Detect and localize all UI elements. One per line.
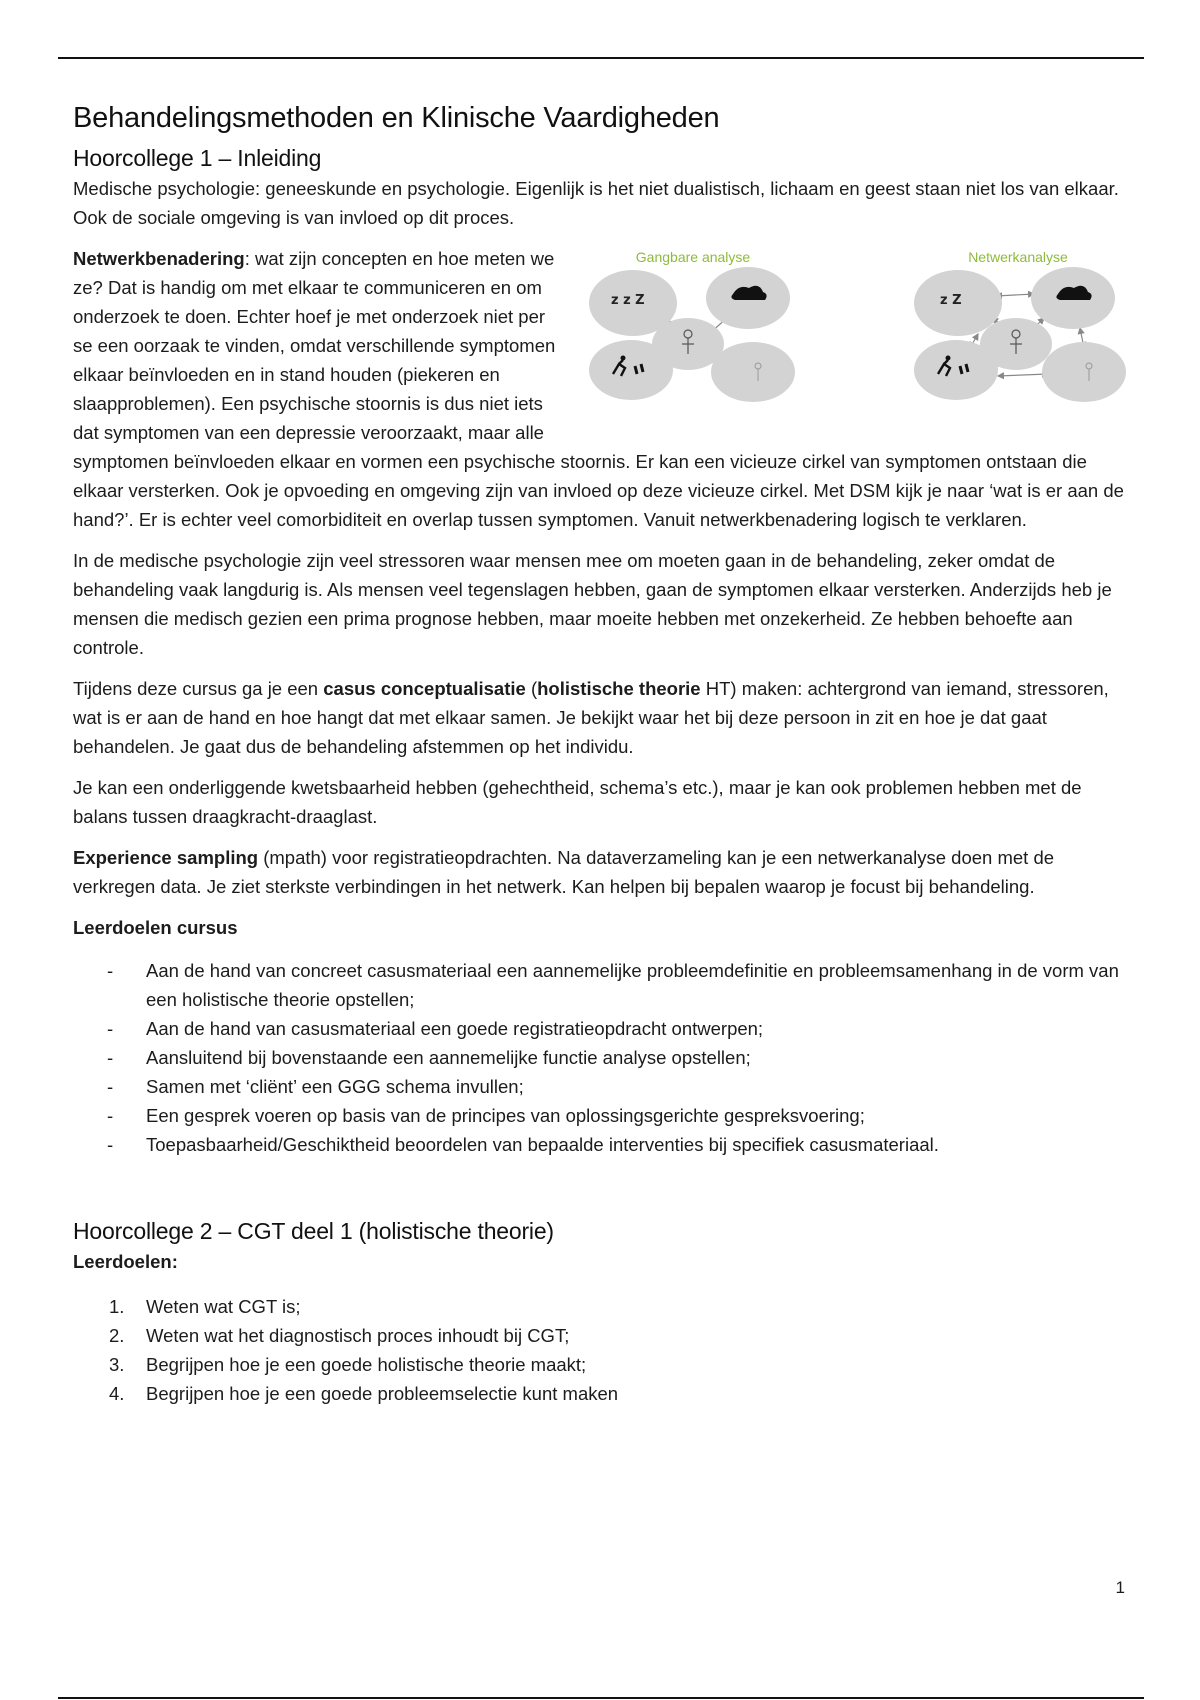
goal-text: Aansluitend bij bovenstaande een aannemelijke functie analyse opstellen;: [146, 1047, 751, 1068]
list-number: 4.: [109, 1383, 125, 1404]
paragraph-casus: [73, 674, 1128, 761]
list-item: [73, 1350, 1128, 1379]
list-item: [73, 1130, 1128, 1159]
section2-subheading-text: Leerdoelen:: [73, 1251, 178, 1272]
node-lichaam: [711, 342, 795, 402]
document-title: Behandelingsmethoden en Klinische Vaardigheden: [73, 102, 720, 134]
netwerk-block: [73, 244, 1128, 534]
term-holistische-theorie: holistische theorie: [537, 678, 701, 699]
bullet-marker: -: [107, 960, 114, 981]
list-item: [73, 1379, 1128, 1408]
term-casus-conceptualisatie: casus conceptualisatie: [323, 678, 526, 699]
goal-text: Aan de hand van casusmateriaal een goede registratieopdracht ontwerpen;: [146, 1018, 764, 1039]
casus-text-c: (: [525, 678, 538, 699]
leerdoel-text: Begrijpen hoe je een goede holistische theorie maakt;: [146, 1354, 587, 1375]
list-number: 3.: [109, 1354, 125, 1375]
bullet-marker: -: [107, 1047, 114, 1068]
goal-text: Een gesprek voeren op basis van de principes van oplossingsgerichte gespreksvoering;: [146, 1105, 865, 1126]
goals-list: [73, 956, 1128, 1159]
term-experience-sampling: Experience sampling: [73, 847, 259, 868]
list-item: [73, 956, 1128, 1014]
list-item: [73, 1043, 1128, 1072]
footer-rule: [58, 1697, 1144, 1699]
list-item: [73, 1321, 1128, 1350]
experience-sampling-text: (mpath) voor registratieopdrachten. Na dataverzameling kan je een netwerkanalyse doen met de verkregen data. Je ziet sterkste verbindingen in het netwerk. Kan helpen bij bepalen waarop je focust bij behandeling.: [73, 847, 1055, 897]
paragraph-experience-sampling: [73, 843, 1128, 901]
list-item: [73, 1101, 1128, 1130]
bullet-marker: -: [107, 1076, 114, 1097]
list-item: [73, 1014, 1128, 1043]
netwerkanalyse-diagram: [914, 267, 1126, 402]
paragraph-medische-psychologie: Medische psychologie: geneeskunde en psychologie. Eigenlijk is het niet dualistisch, lichaam en geest staan niet los van elkaar. Ook de sociale omgeving is van invloed op dit proces.: [73, 178, 1119, 228]
list-number: 1.: [109, 1296, 125, 1317]
sleep-icon: z z Z: [611, 293, 645, 308]
network-figure: [583, 248, 1128, 418]
paragraph-stressoren: In de medische psychologie zijn veel stressoren waar mensen mee om moeten gaan in de behandeling, zeker omdat de behandeling vaak langdurig is. Als mensen veel tegenslagen hebben, gaan de symptomen elkaar versterken. Anderzijds heb je mensen die medisch gezien een prima prognose hebben, maar moeite hebben met onzekerheid. Ze hebben behoefte aan controle.: [73, 550, 1112, 658]
list-number: 2.: [109, 1325, 125, 1346]
bullet-marker: -: [107, 1105, 114, 1126]
goal-text: Samen met ‘cliënt’ een GGG schema invullen;: [146, 1076, 524, 1097]
casus-text-a: Tijdens deze cursus ga je een: [73, 678, 324, 699]
node-activiteit: [589, 340, 673, 400]
figure-label-gangbare: Gangbare analyse: [635, 249, 751, 265]
goals-heading: [73, 913, 1128, 942]
term-netwerkbenadering: Netwerkbenadering: [73, 248, 245, 269]
leerdoel-text: Weten wat het diagnostisch proces inhoudt bij CGT;: [146, 1325, 570, 1346]
leerdoelen-list: [73, 1292, 1128, 1408]
paragraph-kwetsbaarheid: Je kan een onderliggende kwetsbaarheid hebben (gehechtheid, schema’s etc.), maar je kan ook problemen hebben met de balans tussen draagkracht-draaglast.: [73, 777, 1082, 827]
goal-text: Toepasbaarheid/Geschiktheid beoordelen van bepaalde interventies bij specifiek casusmateriaal.: [146, 1134, 939, 1155]
casus-text-d: HT) maken: achtergrond van iemand, stressoren, wat is er aan de hand en hoe hangt dat met elkaar samen. Je bekijkt waar het bij deze persoon in zit en hoe je dat gaat behandelen. Je gaat dus de behandeling afstemmen op het individu.: [73, 678, 1109, 757]
list-item: [73, 1292, 1128, 1321]
gangbare-analyse-diagram: [589, 267, 795, 402]
section2-subheading: [73, 1247, 1128, 1276]
goals-heading-text: Leerdoelen cursus: [73, 917, 238, 938]
leerdoel-text: Begrijpen hoe je een goede probleemselectie kunt maken: [146, 1383, 619, 1404]
network-diagram: [583, 248, 1128, 418]
section1-heading-text: Hoorcollege 1 – Inleiding: [73, 145, 322, 171]
figure-label-netwerk: Netwerkanalyse: [968, 249, 1068, 265]
header-rule: [58, 57, 1144, 59]
section2-heading: Hoorcollege 2 – CGT deel 1 (holistische theorie): [73, 1218, 554, 1244]
leerdoel-text: Weten wat CGT is;: [146, 1296, 301, 1317]
bullet-marker: -: [107, 1018, 114, 1039]
page-content: [73, 98, 1128, 1408]
goal-text: Aan de hand van concreet casusmateriaal een aannemelijke probleemdefinitie en probleemsamenhang in de vorm van een holistische theorie opstellen;: [146, 960, 1119, 1010]
bullet-marker: -: [107, 1134, 114, 1155]
list-item: [73, 1072, 1128, 1101]
sleep-icon-network: z Z: [940, 293, 962, 308]
netwerkbenadering-text: : wat zijn concepten en hoe meten we ze? Dat is handig om met elkaar te communiceren en om onderzoek te doen. Echter hoef je met onderzoek niet per se een oorzaak te vinden, omdat verschillende symptomen elkaar beïnvloeden en in stand houden (piekeren en slaapproblemen). Een psychische stoornis is dus niet iets dat symptomen van een depressie veroorzaakt, maar alle symptomen beïnvloeden elkaar en vormen een psychische stoornis. Er kan een vicieuze cirkel van symptomen ontstaan die elkaar versterken. Ook je opvoeding en omgeving zijn van invloed op deze vicieuze cirkel. Met DSM kijk je naar ‘wat is er aan de hand?’. Er is echter veel comorbiditeit en overlap tussen symptomen. Vanuit netwerkbenadering logisch te verklaren.: [73, 248, 1124, 530]
section1-heading: [73, 142, 1128, 174]
page-number: 1: [1115, 1578, 1125, 1597]
